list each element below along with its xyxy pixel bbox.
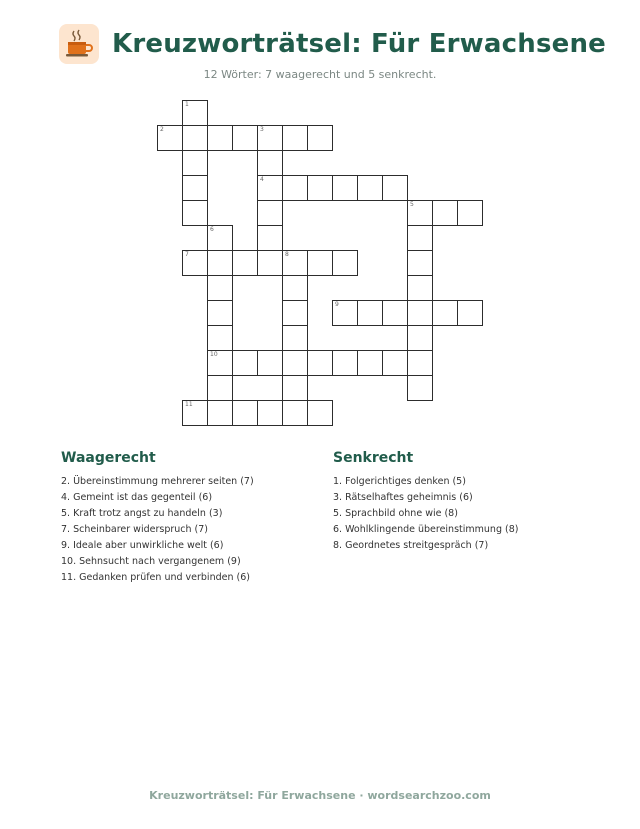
- grid-cell[interactable]: [207, 325, 233, 351]
- grid-cell[interactable]: [382, 175, 408, 201]
- clue-item: 2. Übereinstimmung mehrerer seiten (7): [61, 476, 254, 487]
- grid-cell[interactable]: [407, 325, 433, 351]
- grid-cell[interactable]: [407, 200, 433, 226]
- grid-cell[interactable]: [257, 350, 283, 376]
- grid-cell[interactable]: [332, 300, 358, 326]
- grid-cell[interactable]: [357, 350, 383, 376]
- clue-item: 11. Gedanken prüfen und verbinden (6): [61, 572, 250, 583]
- grid-cell[interactable]: [407, 250, 433, 276]
- clue-item: 8. Geordnetes streitgespräch (7): [333, 540, 489, 551]
- clue-item: 10. Sehnsucht nach vergangenem (9): [61, 556, 241, 567]
- grid-cell[interactable]: [182, 200, 208, 226]
- grid-cell[interactable]: [257, 250, 283, 276]
- grid-cell[interactable]: [282, 250, 308, 276]
- grid-cell[interactable]: [407, 275, 433, 301]
- grid-cell[interactable]: [332, 250, 358, 276]
- clue-number: 8: [285, 251, 289, 258]
- grid-cell[interactable]: [232, 400, 258, 426]
- grid-cell[interactable]: [207, 300, 233, 326]
- clue-item: 4. Gemeint ist das gegenteil (6): [61, 492, 213, 503]
- grid-cell[interactable]: [257, 200, 283, 226]
- grid-cell[interactable]: [257, 150, 283, 176]
- grid-cell[interactable]: [282, 275, 308, 301]
- grid-cell[interactable]: [357, 300, 383, 326]
- grid-cell[interactable]: [282, 400, 308, 426]
- grid-cell[interactable]: [307, 175, 333, 201]
- grid-cell[interactable]: [382, 350, 408, 376]
- clue-item: 3. Rätselhaftes geheimnis (6): [333, 492, 473, 503]
- grid-cell[interactable]: [182, 400, 208, 426]
- grid-cell[interactable]: [207, 225, 233, 251]
- grid-cell[interactable]: [332, 350, 358, 376]
- clue-item: 1. Folgerichtiges denken (5): [333, 476, 466, 487]
- clue-number: 2: [160, 126, 164, 133]
- grid-cell[interactable]: [382, 300, 408, 326]
- down-heading: Senkrecht: [333, 450, 414, 466]
- clue-number: 1: [185, 101, 189, 108]
- page-title: Kreuzworträtsel: Für Erwachsene: [112, 29, 607, 59]
- grid-cell[interactable]: [207, 275, 233, 301]
- grid-cell[interactable]: [207, 350, 233, 376]
- grid-cell[interactable]: [232, 125, 258, 151]
- grid-cell[interactable]: [182, 100, 208, 126]
- grid-cell[interactable]: [257, 225, 283, 251]
- grid-cell[interactable]: [157, 125, 183, 151]
- clue-item: 7. Scheinbarer widerspruch (7): [61, 524, 208, 535]
- grid-cell[interactable]: [257, 175, 283, 201]
- grid-cell[interactable]: [407, 375, 433, 401]
- grid-cell[interactable]: [307, 350, 333, 376]
- clue-item: 9. Ideale aber unwirkliche welt (6): [61, 540, 224, 551]
- clue-number: 11: [185, 401, 193, 408]
- grid-cell[interactable]: [407, 300, 433, 326]
- grid-cell[interactable]: [282, 175, 308, 201]
- clue-number: 3: [260, 126, 264, 133]
- clue-number: 6: [210, 226, 214, 233]
- grid-cell[interactable]: [457, 300, 483, 326]
- grid-cell[interactable]: [357, 175, 383, 201]
- across-clues: [61, 448, 254, 586]
- grid-cell[interactable]: [282, 350, 308, 376]
- grid-cell[interactable]: [232, 250, 258, 276]
- grid-cell[interactable]: [407, 350, 433, 376]
- clue-number: 10: [210, 351, 218, 358]
- grid-cell[interactable]: [182, 125, 208, 151]
- grid-cell[interactable]: [307, 125, 333, 151]
- grid-cell[interactable]: [282, 325, 308, 351]
- clue-number: 9: [335, 301, 339, 308]
- grid-cell[interactable]: [282, 375, 308, 401]
- clue-item: 5. Sprachbild ohne wie (8): [333, 508, 458, 519]
- grid-cell[interactable]: [307, 250, 333, 276]
- grid-cell[interactable]: [182, 175, 208, 201]
- grid-cell[interactable]: [207, 125, 233, 151]
- down-clues: [333, 448, 518, 554]
- footer: Kreuzworträtsel: Für Erwachsene · wordsearchzoo.com: [149, 789, 491, 802]
- clue-number: 7: [185, 251, 189, 258]
- grid-cell[interactable]: [307, 400, 333, 426]
- grid-cell[interactable]: [282, 300, 308, 326]
- grid-cell[interactable]: [207, 375, 233, 401]
- grid-cell[interactable]: [257, 400, 283, 426]
- clue-item: 5. Kraft trotz angst zu handeln (3): [61, 508, 223, 519]
- grid-cell[interactable]: [457, 200, 483, 226]
- grid-cell[interactable]: [207, 250, 233, 276]
- clue-item: 6. Wohlklingende übereinstimmung (8): [333, 524, 519, 535]
- grid-cell[interactable]: [432, 200, 458, 226]
- grid-cell[interactable]: [232, 350, 258, 376]
- grid-cell[interactable]: [407, 225, 433, 251]
- clue-number: 5: [410, 201, 414, 208]
- grid-cell[interactable]: [432, 300, 458, 326]
- grid-cell[interactable]: [332, 175, 358, 201]
- grid-cell[interactable]: [282, 125, 308, 151]
- subtitle: 12 Wörter: 7 waagerecht und 5 senkrecht.: [203, 68, 437, 81]
- grid-cell[interactable]: [182, 150, 208, 176]
- clue-number: 4: [260, 176, 264, 183]
- grid-cell[interactable]: [207, 400, 233, 426]
- across-heading: Waagerecht: [61, 450, 156, 466]
- grid-cell[interactable]: [257, 125, 283, 151]
- grid-cell[interactable]: [182, 250, 208, 276]
